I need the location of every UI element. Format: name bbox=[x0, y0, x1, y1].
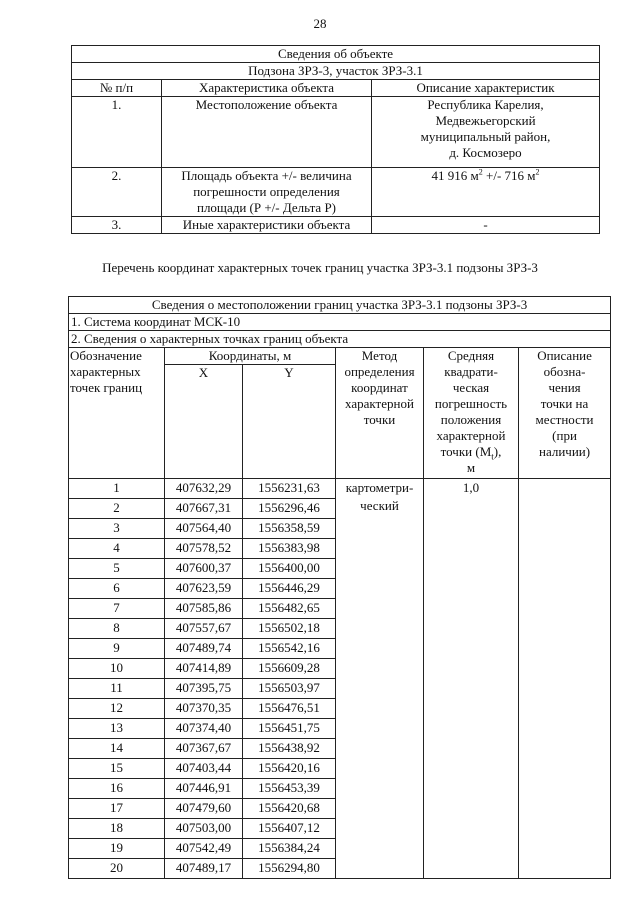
point-y: 1556503,97 bbox=[243, 679, 336, 699]
point-number: 13 bbox=[69, 719, 165, 739]
point-y: 1556294,80 bbox=[243, 859, 336, 879]
object-table-title: Сведения об объекте bbox=[72, 46, 600, 63]
coordinate-system: 1. Система координат МСК-10 bbox=[69, 314, 611, 331]
header-line: Обозначение bbox=[70, 348, 142, 363]
row-description: - bbox=[372, 217, 600, 234]
table-row bbox=[72, 97, 600, 168]
table-row bbox=[72, 217, 600, 234]
header-line: характерной bbox=[345, 396, 414, 411]
header-error bbox=[424, 348, 519, 479]
point-number: 20 bbox=[69, 859, 165, 879]
area-unit-sup: 2 bbox=[478, 167, 483, 177]
point-x: 407623,59 bbox=[165, 579, 243, 599]
header-line: квадрати- bbox=[444, 364, 498, 379]
point-x: 407585,86 bbox=[165, 599, 243, 619]
header-method bbox=[336, 348, 424, 479]
point-y: 1556358,59 bbox=[243, 519, 336, 539]
point-y: 1556383,98 bbox=[243, 539, 336, 559]
page-number: 28 bbox=[313, 16, 327, 31]
header-line: обозна- bbox=[543, 364, 586, 379]
point-number: 2 bbox=[69, 499, 165, 519]
point-number: 18 bbox=[69, 819, 165, 839]
point-number: 9 bbox=[69, 639, 165, 659]
point-y: 1556420,16 bbox=[243, 759, 336, 779]
header-line: ческая bbox=[452, 380, 490, 395]
header-line: координат bbox=[351, 380, 408, 395]
header-line: Описание bbox=[537, 348, 592, 363]
point-number: 14 bbox=[69, 739, 165, 759]
row-description bbox=[372, 168, 600, 217]
area-error-unit-sup: 2 bbox=[535, 167, 540, 177]
point-x: 407395,75 bbox=[165, 679, 243, 699]
header-text: ), bbox=[493, 444, 502, 459]
point-description-value bbox=[519, 479, 611, 879]
error-value: 1,0 bbox=[424, 479, 519, 879]
header-line: Метод bbox=[361, 348, 398, 363]
header-description: Описание характеристик bbox=[372, 80, 600, 97]
point-number: 6 bbox=[69, 579, 165, 599]
point-number: 16 bbox=[69, 779, 165, 799]
header-line: Средняя bbox=[447, 348, 495, 363]
point-x: 407503,00 bbox=[165, 819, 243, 839]
area-value: 41 916 м bbox=[431, 168, 479, 183]
header-line: наличии) bbox=[539, 444, 591, 459]
header-line: положения bbox=[440, 412, 502, 427]
point-number: 15 bbox=[69, 759, 165, 779]
point-y: 1556438,92 bbox=[243, 739, 336, 759]
point-x: 407446,91 bbox=[165, 779, 243, 799]
points-section-title: 2. Сведения о характерных точках границ объекта bbox=[69, 331, 611, 348]
row-characteristic: Местоположение объекта bbox=[162, 97, 372, 168]
point-number: 8 bbox=[69, 619, 165, 639]
header-coordinates: Координаты, м bbox=[165, 348, 336, 365]
object-info-table bbox=[71, 45, 600, 234]
header-number: № п/п bbox=[72, 80, 162, 97]
header-designation bbox=[69, 348, 165, 479]
point-x: 407414,89 bbox=[165, 659, 243, 679]
table-row bbox=[69, 479, 611, 499]
point-y: 1556609,28 bbox=[243, 659, 336, 679]
header-line: погрешность bbox=[434, 396, 508, 411]
point-y: 1556453,39 bbox=[243, 779, 336, 799]
method-line: картометри- bbox=[345, 480, 414, 495]
row-characteristic: Иные характеристики объекта bbox=[162, 217, 372, 234]
object-table-subtitle: Подзона ЗРЗ-3, участок ЗРЗ-3.1 bbox=[72, 63, 600, 80]
point-y: 1556231,63 bbox=[243, 479, 336, 499]
point-x: 407667,31 bbox=[165, 499, 243, 519]
point-x: 407578,52 bbox=[165, 539, 243, 559]
point-number: 12 bbox=[69, 699, 165, 719]
point-x: 407479,60 bbox=[165, 799, 243, 819]
point-x: 407367,67 bbox=[165, 739, 243, 759]
point-y: 1556482,65 bbox=[243, 599, 336, 619]
point-y: 1556446,29 bbox=[243, 579, 336, 599]
header-x: X bbox=[165, 365, 243, 479]
table-row bbox=[72, 168, 600, 217]
row-description bbox=[372, 97, 600, 168]
header-text: точки (М bbox=[440, 444, 492, 459]
header-line: точек границ bbox=[70, 380, 143, 395]
header-point-description bbox=[519, 348, 611, 479]
point-y: 1556420,68 bbox=[243, 799, 336, 819]
header-subscript: t bbox=[491, 451, 494, 462]
point-y: 1556542,16 bbox=[243, 639, 336, 659]
header-line: м bbox=[466, 460, 476, 475]
point-number: 3 bbox=[69, 519, 165, 539]
header-line: точки на bbox=[540, 396, 589, 411]
coordinates-table bbox=[68, 296, 611, 879]
characteristic-line: площади (Р +/- Дельта Р) bbox=[196, 200, 336, 215]
header-line bbox=[426, 444, 516, 460]
description-line: Республика Карелия, bbox=[427, 97, 544, 112]
point-x: 407403,44 bbox=[165, 759, 243, 779]
header-line: точки bbox=[363, 412, 396, 427]
header-line: местности bbox=[535, 412, 594, 427]
method-value bbox=[336, 479, 424, 879]
point-number: 10 bbox=[69, 659, 165, 679]
header-line: характерных bbox=[70, 364, 141, 379]
point-y: 1556502,18 bbox=[243, 619, 336, 639]
point-y: 1556384,24 bbox=[243, 839, 336, 859]
point-number: 19 bbox=[69, 839, 165, 859]
point-x: 407600,37 bbox=[165, 559, 243, 579]
point-y: 1556400,00 bbox=[243, 559, 336, 579]
point-y: 1556476,51 bbox=[243, 699, 336, 719]
area-error: +/- 716 м bbox=[482, 168, 536, 183]
description-line: муниципальный район, bbox=[420, 129, 551, 144]
row-number: 3. bbox=[72, 217, 162, 234]
point-y: 1556407,12 bbox=[243, 819, 336, 839]
point-x: 407489,17 bbox=[165, 859, 243, 879]
coords-table-title: Сведения о местоположении границ участка ЗРЗ-3.1 подзоны ЗРЗ-3 bbox=[69, 297, 611, 314]
point-x: 407542,49 bbox=[165, 839, 243, 859]
point-x: 407489,74 bbox=[165, 639, 243, 659]
header-y: Y bbox=[243, 365, 336, 479]
point-x: 407370,35 bbox=[165, 699, 243, 719]
characteristic-line: погрешности определения bbox=[193, 184, 340, 199]
header-characteristic: Характеристика объекта bbox=[162, 80, 372, 97]
point-number: 5 bbox=[69, 559, 165, 579]
point-y: 1556451,75 bbox=[243, 719, 336, 739]
method-line: ческий bbox=[360, 498, 399, 513]
point-x: 407557,67 bbox=[165, 619, 243, 639]
coords-caption: Перечень координат характерных точек границ участка ЗРЗ-3.1 подзоны ЗРЗ-3 bbox=[102, 260, 538, 275]
point-x: 407564,40 bbox=[165, 519, 243, 539]
point-number: 7 bbox=[69, 599, 165, 619]
header-line: характерной bbox=[436, 428, 506, 443]
characteristic-line: Площадь объекта +/- величина bbox=[181, 168, 352, 183]
point-y: 1556296,46 bbox=[243, 499, 336, 519]
row-number: 2. bbox=[72, 168, 162, 217]
point-number: 4 bbox=[69, 539, 165, 559]
header-line: чения bbox=[548, 380, 581, 395]
point-x: 407632,29 bbox=[165, 479, 243, 499]
description-line: д. Космозеро bbox=[449, 145, 522, 160]
header-line: (при bbox=[552, 428, 577, 443]
row-number: 1. bbox=[72, 97, 162, 168]
description-line: Медвежьегорский bbox=[435, 113, 536, 128]
point-number: 1 bbox=[69, 479, 165, 499]
row-characteristic bbox=[162, 168, 372, 217]
point-number: 11 bbox=[69, 679, 165, 699]
point-number: 17 bbox=[69, 799, 165, 819]
point-x: 407374,40 bbox=[165, 719, 243, 739]
header-line: определения bbox=[344, 364, 415, 379]
